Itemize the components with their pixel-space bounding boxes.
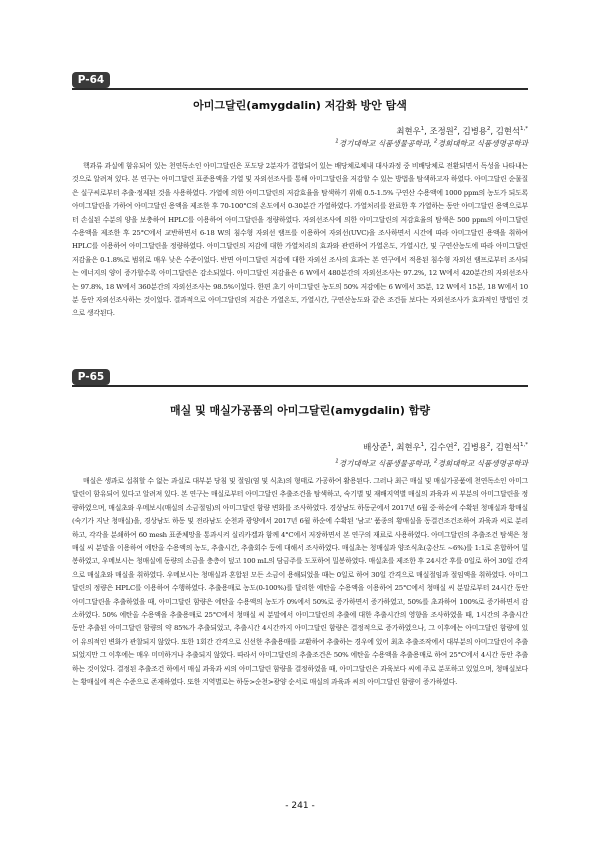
- author-name-text: 김현석: [495, 126, 520, 136]
- author-name: [396, 126, 424, 136]
- affiliation-superscript: 2: [434, 138, 438, 145]
- abstract-body: [72, 475, 528, 690]
- affiliation-list: $^1$경기대학교 식품생물공학과, $^2$경희대학교 식품생명공학과: [335, 138, 528, 148]
- author-name: [396, 442, 424, 452]
- affiliation-superscript: 2: [434, 458, 438, 465]
- author-name: [430, 126, 458, 136]
- author-superscript: 2: [453, 126, 458, 133]
- affiliation-superscript: 1: [335, 458, 339, 465]
- abstract-paragraph: 핵과류 과실에 함유되어 있는 천연독소인 아미그달린은 포도당 2분자가 결합되어 있는 배당체로체내 대사과정 중 비배당체로 전환되면서 독성을 나타내는 것으로 알려져 있다. 본 연구는 아미그달린 표준용액을 가열 및 자외선조사를 통해 아미그달린을 저감할 수 있는 방법을 탐색하고자 하였다. 아미그달린 순물질은 실구씨로부터 추출·정제된 것을 사용하였다. 가열에 의한 아미그달린의 저감효율을 탐색하기 위해 0.5-1.5% 구연산 수용액에 1000 ppm의 농도가 되도록 아미그달린을 가하여 아미그달린 용액을 제조한 후 70-100°C의 온도에서 0-30분간 가열하였다. 가열처리를 완료한 후 가열하는 동안 아미그달린 용액으로부터 손실된 수분의 양을 보충하여 HPLC를 이용하여 아미그달린을 정량하였다. 자외선조사에 의한 아미그달린의 저감효율의 탐색은 500 ppm의 아미그달린 수용액을 제조한 후 25°C에서 교반하면서 6-18 W의 침수형 자외선 램프를 이용하여 자외선(UVC)을 조사하면서 시간에 따라 아미그달린 용액을 취하여 HPLC를 이용하여 아미그달린을 정량하였다. 아미그달린의 저감에 대한 가열처리의 효과와 관련하여 가열온도, 가열시간, 및 구연산농도에 따라 아미그달린 저감율은 0-1.8%로 범위로 매우 낮은 수준이었다. 반면 아미그달린 저감에 대한 자외선 조사의 효과는 본 연구에서 적용된 침수형 자외선 램프로부터 조사되는 에너지의 양이 증가할수록 아미그달린은 감소되었다. 아미그달린 저감율은 6 W에서 480분간의 자외선조사는 97.2%, 12 W에서 420분간의 자외선조사는 97.8%, 18 W에서 360분간의 자외선조사는 98.5%이었다. 한편 초기 아미그달린 농도의 50% 저감에는 6 W에서 35분, 12 W에서 15분, 18 W에서 10분 동안 자외선조사하는 것이었다. 결과적으로 아미그달린의 저감은 가열온도, 가열시간, 구연산농도와 같은 조건들 보다는 자외선조사가 효과적인 방법인 것으로 생각된다.: [72, 162, 528, 318]
- abstract-body: [72, 160, 528, 321]
- affiliation: [434, 459, 528, 468]
- author-name-text: 배상준: [363, 442, 388, 452]
- abstract-title: 아미그달린(amygdalin) 저감화 방안 탐색: [193, 99, 407, 112]
- abstract-number-badge: P-64: [72, 72, 110, 88]
- abstract-paragraph: 매실은 생과로 섭취할 수 없는 과실로 대부분 당침 및 절임(염 및 식초)의 형태로 가공하여 활용된다. 그러나 최근 매실 및 매실가공품에 천연독소인 아미그달린이 함유되어 있다고 알려져 있다. 본 연구는 매실로부터 아미그달린 추출조건을 탐색하고, 숙기별 및 재배지역별 매실의 과육과 씨 부분의 아미그달린을 정량하였으며, 매실초와 우메보시(매실의 소금절임)의 아미그달린 함량 변화를 조사하였다. 경상남도 하동군에서 2017년 6월 중·하순에 수확된 청매실과 황매실(숙기가 지난 청매실)을, 경상남도 하동 및 전라남도 순천과 광양에서 2017년 6월 하순에 수확된 '남고' 품종의 황매실을 동결건조건조하여 과육과 씨로 분리하고, 각각을 분쇄하여 60 mesh 표준체망을 통과시켜 실리카겔과 함께 4°C에서 저장하면서 본 연구의 재료로 사용하였다. 아미그달린의 추출조건 탐색은 청매실 씨 분말을 이용하여 에탄올 수용액의 농도, 추출시간, 추출회수 등에 대해서 조사하였다. 매실초는 청매실과 양조식초(총산도 ~6%)를 1:1로 혼합하여 밀봉하였고, 우메보시는 청매실에 동량의 소금을 충층이 덮고 100 mL의 담금주를 도포하여 밀봉하였다. 매실초를 제조한 후 24시간 후를 0일로 하여 30일 간격으로 매실초와 매실을 취하였다. 우메보시는 청매실과 혼합된 모든 소금이 용해되었을 때는 0일로 하여 30일 간격으로 매실절임과 절임액을 취하였다. 아미그달린의 정량은 HPLC를 이용하여 수행하였다. 추출용매로 농도(0-100%)를 달리한 에탄올 수용액을 이용하여 25°C에서 청매실 씨 분말로부터 24시간 동안 아미그달린을 추출하였을 때, 아미그달린 함량은 에탄올 수용액의 농도가 0%에서 50%로 증가하면서 증가하였고, 50%를 초과하여 100%로 증가하면서 감소하였다. 50% 에탄올 수용액을 추출용매로 25°C에서 청매실 씨 분말에서 아미그달린의 추출에 대한 추출시간의 영향을 조사하였을 때, 1시간의 추출시간 동안 추출된 아미그달린 함량의 약 85%가 추출되었고, 추출시간 4시간까지 아미그달린 함량은 결정적으로 증가하였으나, 그 이후에는 아미그달린 함량에 있어 유의적인 변화가 관찰되지 않았다. 또한 1회간 간격으로 신선한 추출용매를 교환하여 추출하는 경우에 있어 최초 추출조작에서 대부분의 아미그달린이 추출되었지만 그 이후에는 매우 미미하거나 추출되지 않았다. 따라서 아미그달린의 추출조건은 50% 에탄올 수용액을 추출용매로 하여 25°C에서 4시간 동안 추출하는 것이었다. 결정된 추출조건 하에서 매실 과육과 씨의 아미그달린 함량을 결정하였을 때, 아미그달린은 과육보다 씨에 주로 분포하고 있었으며, 청매실보다는 황매실에 적은 수준으로 존재하였다. 또한 지역별로는 하동>순천>광양 순서로 매실의 과육과 씨의 아미그달린 함량이 증가하였다.: [72, 477, 528, 687]
- affiliation-list: $^1$경기대학교 식품생물공학과, $^2$경희대학교 식품생명공학과: [335, 458, 528, 468]
- author-name: [496, 442, 528, 452]
- affiliation-text: 경기대학교 식품생물공학과: [338, 139, 430, 148]
- author-name-text: 김현석: [495, 442, 520, 452]
- author-name-text: 최현우: [396, 442, 421, 452]
- affiliation-superscript: 1: [335, 138, 339, 145]
- author-name-text: 최현우: [396, 126, 421, 136]
- author-superscript: 1: [420, 442, 425, 449]
- affiliation-text: 경희대학교 식품생명공학과: [437, 139, 528, 148]
- author-superscript: 1,*: [520, 126, 528, 133]
- author-list: 배상준$^1$, 최현우$^1$, 김수연$^2$, 김병용$^2$, 김현석$^{1,*}$: [363, 442, 528, 452]
- author-name: [363, 442, 391, 452]
- author-superscript: 1: [387, 442, 392, 449]
- affiliation-text: 경희대학교 식품생명공학과: [437, 459, 528, 468]
- author-superscript: 2: [453, 442, 458, 449]
- author-list: 최현우$^1$, 조정원$^2$, 김병용$^2$, 김현석$^{1,*}$: [396, 126, 528, 136]
- author-superscript: 1,*: [520, 442, 528, 449]
- author-superscript: 1: [420, 126, 425, 133]
- affiliation: [434, 139, 528, 148]
- abstract-number-badge: P-65: [72, 369, 110, 385]
- author-name: [463, 442, 491, 452]
- section-divider: [72, 88, 528, 90]
- author-name-text: 조정원: [429, 126, 454, 136]
- author-name: [496, 126, 528, 136]
- affiliation: [335, 139, 429, 148]
- author-name: [463, 126, 491, 136]
- author-superscript: 2: [486, 442, 491, 449]
- page-number: - 241 -: [285, 801, 315, 811]
- abstract-title: 매실 및 매실가공품의 아미그달린(amygdalin) 함량: [170, 404, 430, 417]
- author-name-text: 김병용: [462, 126, 487, 136]
- author-name-text: 김병용: [462, 442, 487, 452]
- affiliation-text: 경기대학교 식품생물공학과: [338, 459, 430, 468]
- affiliation: [335, 459, 429, 468]
- author-superscript: 2: [486, 126, 491, 133]
- author-name-text: 김수연: [429, 442, 454, 452]
- author-name: [430, 442, 458, 452]
- section-divider: [72, 385, 528, 387]
